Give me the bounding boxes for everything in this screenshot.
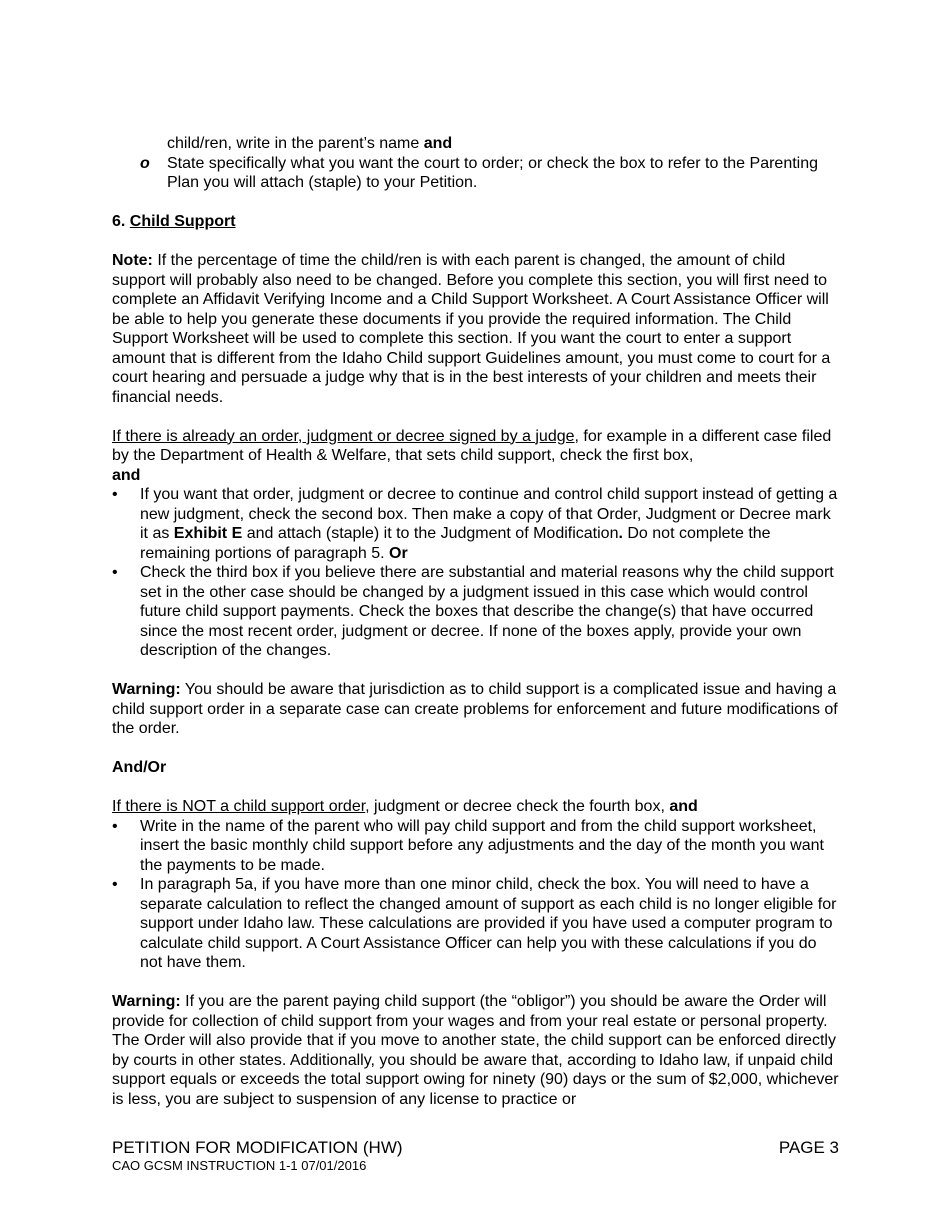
no-order-paragraph	[112, 797, 842, 817]
page-footer	[112, 1138, 839, 1174]
list-item	[112, 485, 842, 563]
bullet-icon: •	[112, 564, 118, 581]
page-number: PAGE 3	[778, 1138, 839, 1157]
warning-paragraph-1	[112, 680, 842, 739]
list-item	[112, 154, 842, 193]
list-item	[112, 875, 842, 973]
list-item-text: and attach (staple) it to the Judgment of Modification	[242, 525, 619, 542]
footer-row	[112, 1138, 839, 1158]
bullet-icon: •	[112, 817, 118, 835]
warning-text: You should be aware that jurisdiction as to child support is a complicated issue and having a child support order in a separate case can create problems for enforcement and future modifications of the order.	[112, 681, 838, 737]
warning-text: If you are the parent paying child support (the “obligor”) you should be aware the Order will provide for collection of child support from your wages and from your real estate or personal property. The Order will also provide that if you move to another state, the child support can be enforced directly by courts in other states. Additionally, you should be aware that, according to Idaho law, if unpaid child support equals or exceeds the total support owing for ninety (90) days or the sum of $2,000, whichever is less, you are subject to suspension of any license to practice or	[112, 993, 839, 1108]
existing-order-list	[112, 485, 842, 661]
warning-paragraph-2	[112, 992, 842, 1109]
intro-list	[112, 154, 842, 193]
no-order-list	[112, 817, 842, 973]
no-order-underlined: If there is NOT a child support order	[112, 798, 366, 815]
hollow-bullet-icon: o	[140, 154, 150, 172]
bullet-icon: •	[112, 876, 118, 893]
footer-form-id: CAO GCSM INSTRUCTION 1-1 07/01/2016	[112, 1158, 367, 1173]
note-text: If the percentage of time the child/ren is with each parent is changed, the amount of child support will probably also need to be changed. Before you complete this section, you will first need to complete an Affidavit Verifying Income and a Child Support Worksheet. A Court Assistance Officer will be able to help you generate these documents if you provide the required information. The Child Support Worksheet will be used to complete this section. If you want the court to enter a support amount that is different from the Idaho Child support Guidelines amount, you must come to court for a court hearing and persuade a judge why that is in the best interests of your children and meets their financial needs.	[112, 252, 831, 406]
no-order-text: , judgment or decree check the fourth box,	[365, 798, 670, 815]
list-item-text: Check the third box if you believe there are substantial and material reasons why the child support set in the other case should be changed by a judgment issued in this case which would control future child support payments. Check the boxes that describe the change(s) that have occurred since the most recent order, judgment or decree. If none of the boxes apply, provide your own description of the changes.	[140, 564, 834, 659]
list-item	[112, 563, 842, 661]
list-item	[112, 817, 842, 876]
existing-order-underlined: If there is already an order, judgment or decree signed by a judge	[112, 427, 575, 445]
or-label: Or	[389, 544, 408, 562]
note-label: Note:	[112, 252, 153, 269]
no-order-and: and	[669, 798, 698, 815]
and-or-label: And/Or	[112, 759, 167, 776]
existing-order-text: , for example in a different case filed by the Department of Health & Welfare, that sets child support, check the first box,	[112, 427, 832, 464]
list-item-period: .	[618, 525, 623, 542]
page-content	[112, 134, 842, 1109]
note-paragraph	[112, 251, 842, 407]
and-or-heading	[112, 758, 842, 778]
intro-continuation-text: child/ren, write in the parent’s name	[167, 135, 424, 152]
warning-label: Warning:	[112, 681, 181, 698]
list-item-text: State specifically what you want the court to order; or check the box to refer to the Parenting Plan you will attach (staple) to your Petition.	[167, 154, 819, 191]
intro-continuation-bold: and	[423, 135, 453, 152]
existing-order-and: and	[112, 466, 141, 484]
section-number: 6.	[112, 213, 126, 230]
bullet-icon: •	[112, 486, 118, 503]
section-title: Child Support	[129, 213, 236, 230]
warning-label: Warning:	[112, 993, 181, 1010]
list-item-text: Do not complete the remaining portions of paragraph 5.	[140, 525, 771, 562]
section-heading	[112, 212, 842, 232]
list-item-text: Write in the name of the parent who will pay child support and from the child support worksheet, insert the basic monthly child support before any adjustments and the day of the month you want the payments to be made.	[140, 817, 824, 874]
list-item-text: In paragraph 5a, if you have more than one minor child, check the box. You will need to have a separate calculation to reflect the changed amount of support as each child is no longer eligible for support under Idaho law. These calculations are provided if you have used a computer program to calculate child support. A Court Assistance Officer can help you with these calculations if you do not have them.	[140, 876, 837, 971]
intro-continuation	[112, 134, 842, 154]
list-item-text: If you want that order, judgment or decree to continue and control child support instead of getting a new judgment, check the second box. Then make a copy of that Order, Judgment or Decree mark it as	[140, 486, 838, 542]
exhibit-label: Exhibit E	[173, 525, 243, 542]
existing-order-paragraph	[112, 427, 842, 486]
footer-title: PETITION FOR MODIFICATION (HW)	[112, 1138, 403, 1157]
